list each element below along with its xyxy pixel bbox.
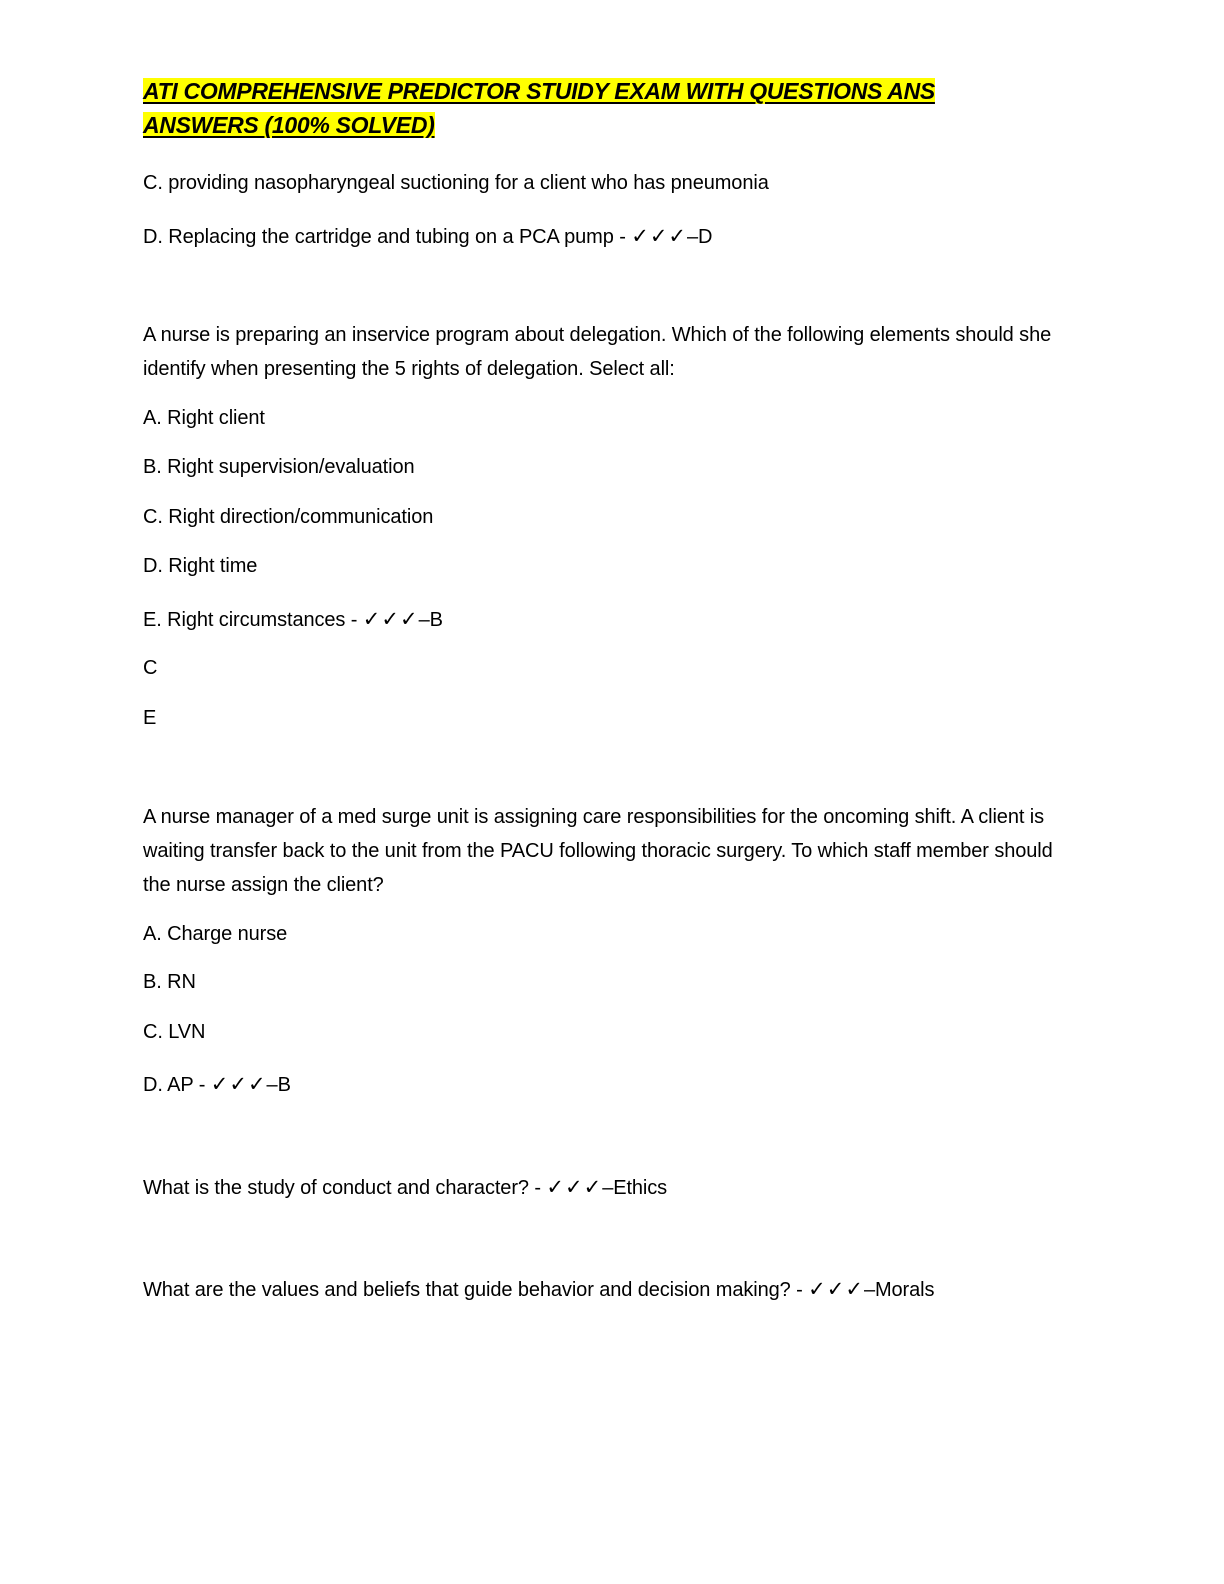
q3-question: A nurse manager of a med surge unit is assigning care responsibilities for the oncoming shift. A client is waiting transfer back to the unit from the PACU following thoracic surgery. To which staff member should the nurse assign the client?	[143, 806, 1053, 896]
check-marks-icon: ✓✓✓	[546, 1175, 603, 1199]
q5-question: What are the values and beliefs that guide behavior and decision making? -	[143, 1279, 809, 1301]
check-marks-icon: ✓✓✓	[631, 224, 688, 248]
q5-answer: –Morals	[863, 1279, 935, 1301]
q4-answer: –Ethics	[602, 1177, 668, 1199]
q1-option-d-text: D. Replacing the cartridge and tubing on a PCA pump -	[143, 226, 632, 248]
q2-option-c: C. Right direction/communication	[143, 506, 434, 528]
q4-line	[143, 1170, 667, 1205]
q2-option-e-text: E. Right circumstances -	[143, 609, 363, 631]
q3-option-a: A. Charge nurse	[143, 923, 288, 945]
q3-option-b: B. RN	[143, 971, 196, 993]
q3-answer: –B	[266, 1074, 291, 1096]
check-marks-icon: ✓✓✓	[362, 607, 419, 631]
q2-option-b: B. Right supervision/evaluation	[143, 456, 415, 478]
q2-answer-3: E	[143, 707, 157, 729]
q2-option-e	[143, 602, 443, 637]
q5-line	[143, 1272, 934, 1307]
q2-option-a: A. Right client	[143, 407, 265, 429]
q2-answer: –B	[418, 609, 443, 631]
check-marks-icon: ✓✓✓	[210, 1072, 267, 1096]
q2-answer-2: C	[143, 657, 158, 679]
q3-option-c: C. LVN	[143, 1021, 206, 1043]
q1-option-c	[143, 166, 769, 200]
q3-option-d	[143, 1067, 291, 1102]
q2-option-d: D. Right time	[143, 555, 258, 577]
q2-question: A nurse is preparing an inservice program about delegation. Which of the following elements should she identify when presenting the 5 rights of delegation. Select all:	[143, 324, 1052, 380]
q1-option-d	[143, 219, 712, 254]
document-title-text: ATI COMPREHENSIVE PREDICTOR STUIDY EXAM WITH QUESTIONS ANS ANSWERS (100% SOLVED)	[143, 78, 935, 138]
q3-option-d-text: D. AP -	[143, 1074, 211, 1096]
q1-answer: –D	[687, 226, 713, 248]
document-title	[143, 74, 1043, 142]
check-marks-icon: ✓✓✓	[808, 1277, 864, 1301]
q1-option-c-text: C. providing nasopharyngeal suctioning for a client who has pneumonia	[143, 172, 769, 194]
q4-question: What is the study of conduct and character? -	[143, 1177, 547, 1199]
